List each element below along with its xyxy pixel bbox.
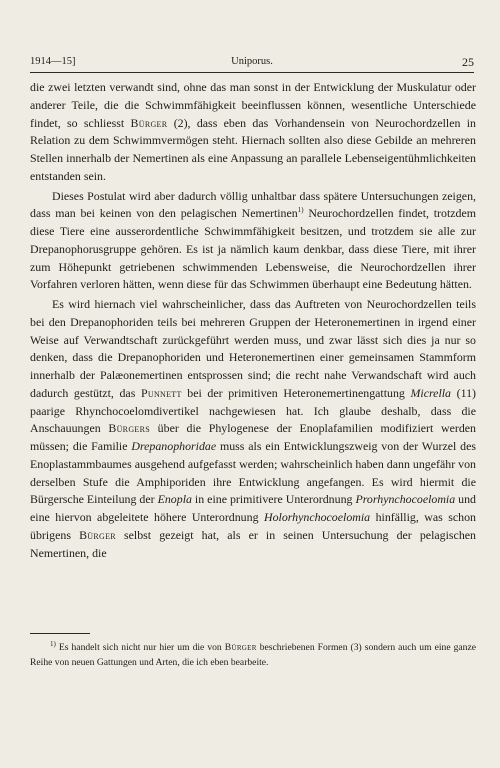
text-run: muss als ein Entwicklungszweig von der Wurzel des Enoplastammbaumes ausgehend aufgefasst werden; wahrscheinlich haben dann ungefähr von derselben Stufe die Amphiporiden ihre Entwicklung angefangen. Es wird hiermit die Bürgersche Einteilung der [30, 439, 476, 507]
body-text [30, 79, 476, 562]
taxon-name: Prorhynchocoelomia [355, 492, 456, 507]
text-run: (2), dass eben das Vorhandensein von Neurochordzellen in Relation zu dem Schwimmvermögen steht. Hiernach sollten also diese Gebilde an mehreren Stellen innerhalb der Nemertinen als eine Anpassung an parallele Lebenseigentühmlichkeiten entstanden sein. [30, 115, 476, 183]
text-run: und eine hiervon abgeleitete höhere Unterordnung [30, 492, 477, 524]
text-run: beschriebenen Formen (3) sondern auch um eine ganze Reihe von neuen Gattungen und Arten, die ich eben bearbeite. [30, 642, 476, 668]
taxon-name: Holorhynchocoelomia [263, 510, 371, 524]
text-run: über die Phylogenese der Enoplafamilien modifiziert werden müssen; die Familie [30, 421, 476, 453]
text-run: Dieses Postulat wird aber dadurch völlig unhaltbar dass spätere Untersuchungen zeigen, dass man bei keinen von den pelagischen Nemertinen [30, 188, 476, 221]
paragraph-1 [30, 79, 476, 186]
paragraph-3 [30, 296, 476, 562]
page-number: 25 [462, 55, 474, 69]
header-rule [30, 72, 474, 73]
volume-year: 1914—15] [30, 56, 76, 67]
text-run: (11) paarige Rhynchocoelomdivertikel nachgewiesen hat. Ich glaube deshalb, dass die Anschauungen [30, 385, 476, 436]
taxon-name: Micrella [410, 385, 452, 400]
text-run: Es handelt sich nicht nur hier um die von [55, 642, 225, 653]
author-name: Bürger [79, 527, 116, 542]
author-name: Bürger [224, 642, 257, 653]
text-run: die zwei letzten verwandt sind, ohne das man sonst in der Entwicklung der Muskulatur oder anderer Teile, die die Schwimmfähigkeit beeinflussen können, wesentliche Unterschiede findet, so schliesst [30, 80, 476, 130]
paragraph-2 [30, 188, 476, 295]
footnote-reference[interactable]: 1) [297, 206, 304, 215]
footnote-rule [30, 633, 90, 634]
taxon-name: Drepanophoridae [131, 439, 217, 453]
text-run: bei der primitiven Heteronemertinengattung [181, 385, 411, 400]
text-run: in eine primitivere Unterordnung [191, 492, 356, 507]
author-name: Bürger [130, 115, 168, 130]
running-header [30, 56, 474, 72]
footnote-marker: 1) [50, 639, 56, 648]
text-run: Es wird hiernach viel wahrscheinlicher, dass das Auftreten von Neurochordzellen teils bei den Drepanophoriden teils bei mehreren Gruppen der Heteronemertinen in irgend einer Weise auf Verwandtschaft zurückgeführt werden muss, und zwar lässt sich dies ja nur so denken, dass die Drepanophoriden und Heteronemertinen einer gemeinsamen Stammform innerhalb der Palæonemertinen entsprossen sind; die recht nahe Verwandschaft wird auch dadurch gestützt, das [30, 297, 476, 400]
taxon-name: Enopla [157, 492, 192, 507]
author-name: Punnett [140, 385, 182, 400]
running-title: Uniporus. [231, 56, 273, 67]
author-name: Bürgers [108, 421, 150, 436]
text-run: Neurochordzellen findet, trotzdem diese Tiere eine ausserordentliche Schwimmfähigkeit besitzen, und trotzdem sie alle zur Drepanophorusgruppe gehören. Es ist ja nämlich kaum denkbar, dass diese Tiere, mit ihrer zum Höhepunkt getriebenen schwimmenden Lebensweise, die Neurochordzellen ihrer Vorfahren verloren hätten, wenn diese für das Schwimmen überhaupt eine Bedeutung hätten. [30, 206, 476, 292]
text-run: hinfällig, was schon übrigens [30, 510, 476, 542]
footnote [30, 640, 476, 670]
text-run: selbst gezeigt hat, als er in seinen Untersuchung der pelagischen Nemertinen, die [30, 527, 476, 560]
